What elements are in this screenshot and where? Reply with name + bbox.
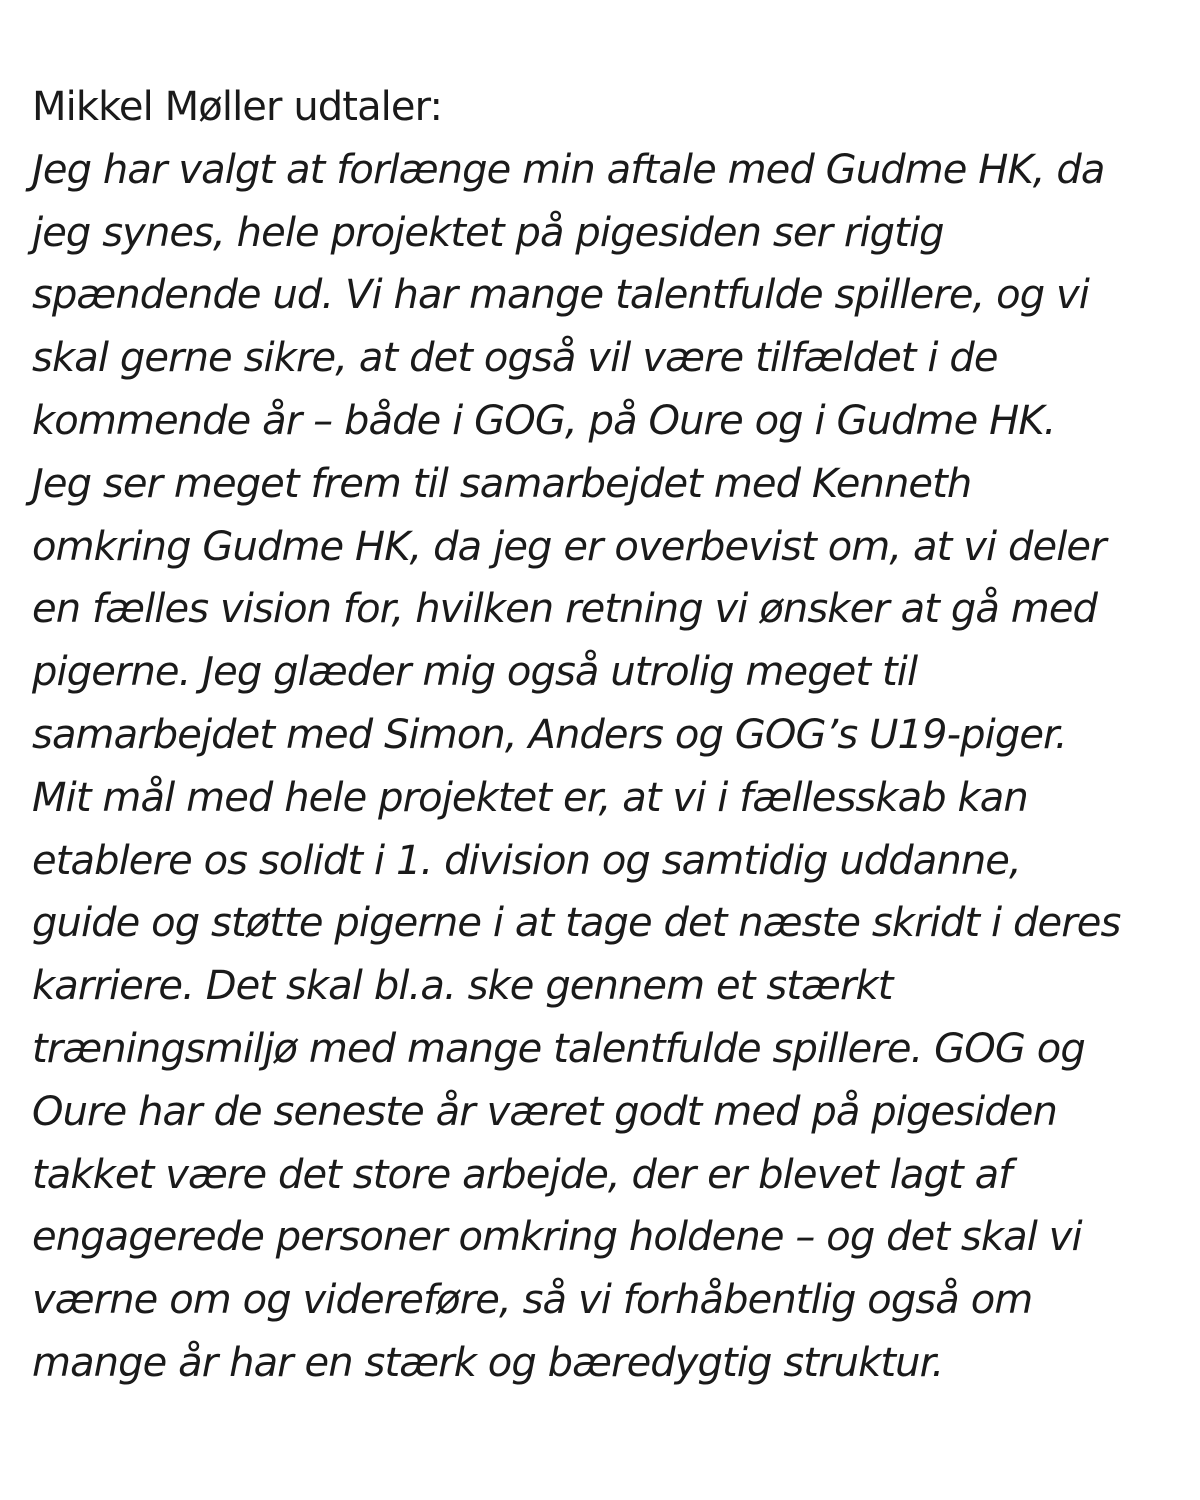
quote-line-11: Mit mål med hele projektet er, at vi i fællesskab kan	[32, 774, 1028, 821]
quote-line-9: pigerne. Jeg glæder mig også utrolig meget til	[32, 649, 918, 696]
quote-line-10: samarbejdet med Simon, Anders og GOG’s U19-piger.	[32, 711, 1067, 758]
quote-line-12: etablere os solidt i 1. division og samtidig uddanne,	[32, 837, 1021, 884]
quote-line-7: omkring Gudme HK, da jeg er overbevist om, at vi deler	[32, 523, 1106, 570]
quote-line-15: træningsmiljø med mange talentfulde spillere. GOG og	[32, 1025, 1085, 1072]
quote-line-1: Jeg har valgt at forlænge min aftale med Gudme HK, da	[32, 146, 1105, 193]
quote-line-3: spændende ud. Vi har mange talentfulde spillere, og vi	[32, 272, 1090, 319]
quote-line-20: mange år har en stærk og bæredygtig struktur.	[32, 1339, 944, 1386]
quote-line-6: Jeg ser meget frem til samarbejdet med Kenneth	[32, 460, 972, 507]
quote-text-block	[32, 76, 1182, 1395]
quote-line-8: en fælles vision for, hvilken retning vi ønsker at gå med	[32, 586, 1098, 633]
quote-line-13: guide og støtte pigerne i at tage det næste skridt i deres	[32, 900, 1121, 947]
quote-line-19: værne om og videreføre, så vi forhåbentlig også om	[32, 1277, 1033, 1324]
quote-line-17: takket være det store arbejde, der er blevet lagt af	[32, 1151, 1012, 1198]
quote-line-14: karriere. Det skal bl.a. ske gennem et stærkt	[32, 963, 893, 1010]
quote-line-16: Oure har de seneste år været godt med på pigesiden	[32, 1088, 1057, 1135]
quote-line-5: kommende år – både i GOG, på Oure og i Gudme HK.	[32, 397, 1056, 444]
quote-line-18: engagerede personer omkring holdene – og det skal vi	[32, 1214, 1082, 1261]
quote-line-4: skal gerne sikre, at det også vil være tilfældet i de	[32, 335, 998, 382]
speaker-line: Mikkel Møller udtaler:	[32, 84, 443, 130]
quote-line-2: jeg synes, hele projektet på pigesiden ser rigtig	[32, 209, 944, 256]
